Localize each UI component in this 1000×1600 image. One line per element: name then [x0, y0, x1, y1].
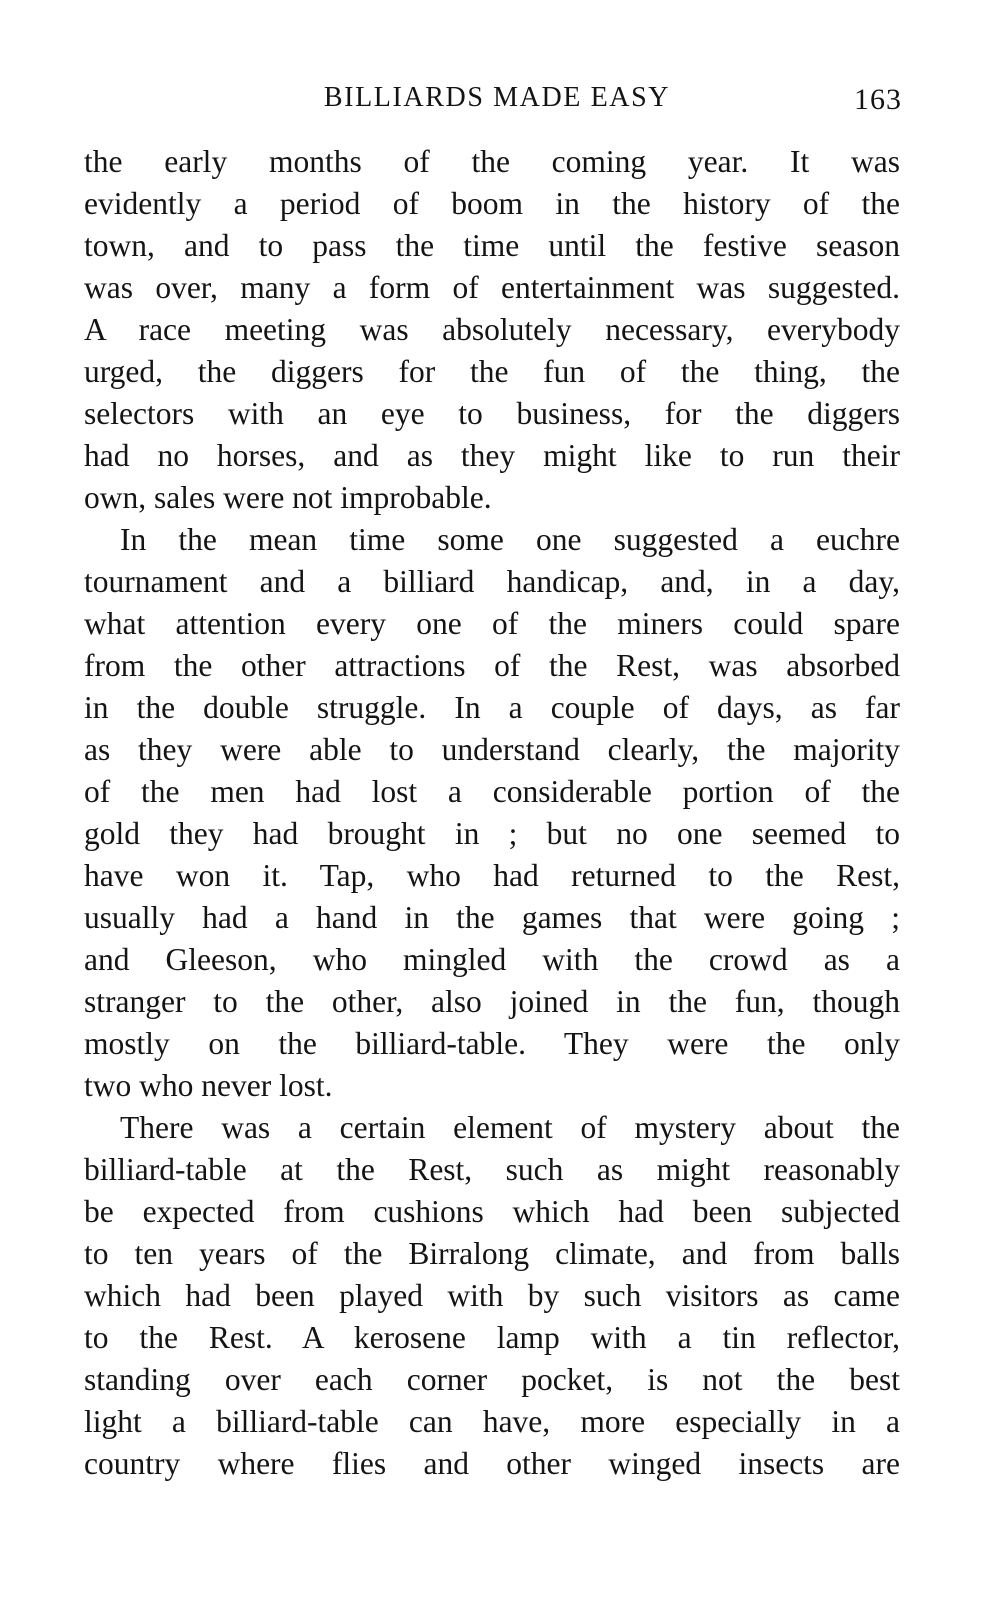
- text-line: in the double struggle. In a couple of days, as far: [84, 690, 900, 725]
- text-line: selectors with an eye to business, for the diggers: [84, 396, 900, 431]
- text-line: as they were able to understand clearly, the majority: [84, 732, 900, 767]
- text-line: light a billiard-table can have, more especially in a: [84, 1404, 900, 1439]
- text-line: be expected from cushions which had been subjected: [84, 1194, 900, 1229]
- running-title: BILLIARDS MADE EASY: [323, 82, 671, 113]
- text-line: own, sales were not improbable.: [84, 480, 492, 515]
- page-number: 163: [854, 83, 902, 116]
- running-header: [82, 78, 902, 118]
- text-line: gold they had brought in ; but no one seemed to: [84, 816, 900, 851]
- body-text: [84, 141, 900, 1485]
- paragraph-2: [84, 519, 900, 1107]
- text-line: standing over each corner pocket, is not the best: [84, 1362, 900, 1397]
- text-line: stranger to the other, also joined in the fun, though: [84, 984, 900, 1019]
- text-line: from the other attractions of the Rest, was absorbed: [84, 648, 900, 683]
- text-line: tournament and a billiard handicap, and, in a day,: [84, 564, 900, 599]
- text-line: urged, the diggers for the fun of the thing, the: [84, 354, 900, 389]
- text-line: had no horses, and as they might like to run their: [84, 438, 900, 473]
- text-line: have won it. Tap, who had returned to the Rest,: [84, 858, 900, 893]
- paragraph-3: [84, 1107, 900, 1485]
- text-line: to the Rest. A kerosene lamp with a tin reflector,: [84, 1320, 900, 1355]
- text-line: which had been played with by such visitors as came: [84, 1278, 900, 1313]
- text-line: billiard-table at the Rest, such as might reasonably: [84, 1152, 900, 1187]
- text-line: country where flies and other winged insects are: [84, 1446, 900, 1481]
- text-line: to ten years of the Birralong climate, and from balls: [84, 1236, 900, 1271]
- text-line: mostly on the billiard-table. They were the only: [84, 1026, 900, 1061]
- text-line: In the mean time some one suggested a euchre: [120, 522, 900, 557]
- text-line: A race meeting was absolutely necessary, everybody: [84, 312, 900, 347]
- text-line: evidently a period of boom in the history of the: [84, 186, 900, 221]
- text-line: of the men had lost a considerable portion of the: [84, 774, 900, 809]
- paragraph-1: [84, 141, 900, 519]
- text-line: what attention every one of the miners could spare: [84, 606, 900, 641]
- text-line: the early months of the coming year. It was: [84, 144, 900, 179]
- text-line: was over, many a form of entertainment was suggested.: [84, 270, 900, 305]
- text-line: town, and to pass the time until the festive season: [84, 228, 900, 263]
- text-line: usually had a hand in the games that were going ;: [84, 900, 900, 935]
- text-line: and Gleeson, who mingled with the crowd as a: [84, 942, 900, 977]
- text-line: There was a certain element of mystery about the: [120, 1110, 900, 1145]
- text-line: two who never lost.: [84, 1068, 333, 1103]
